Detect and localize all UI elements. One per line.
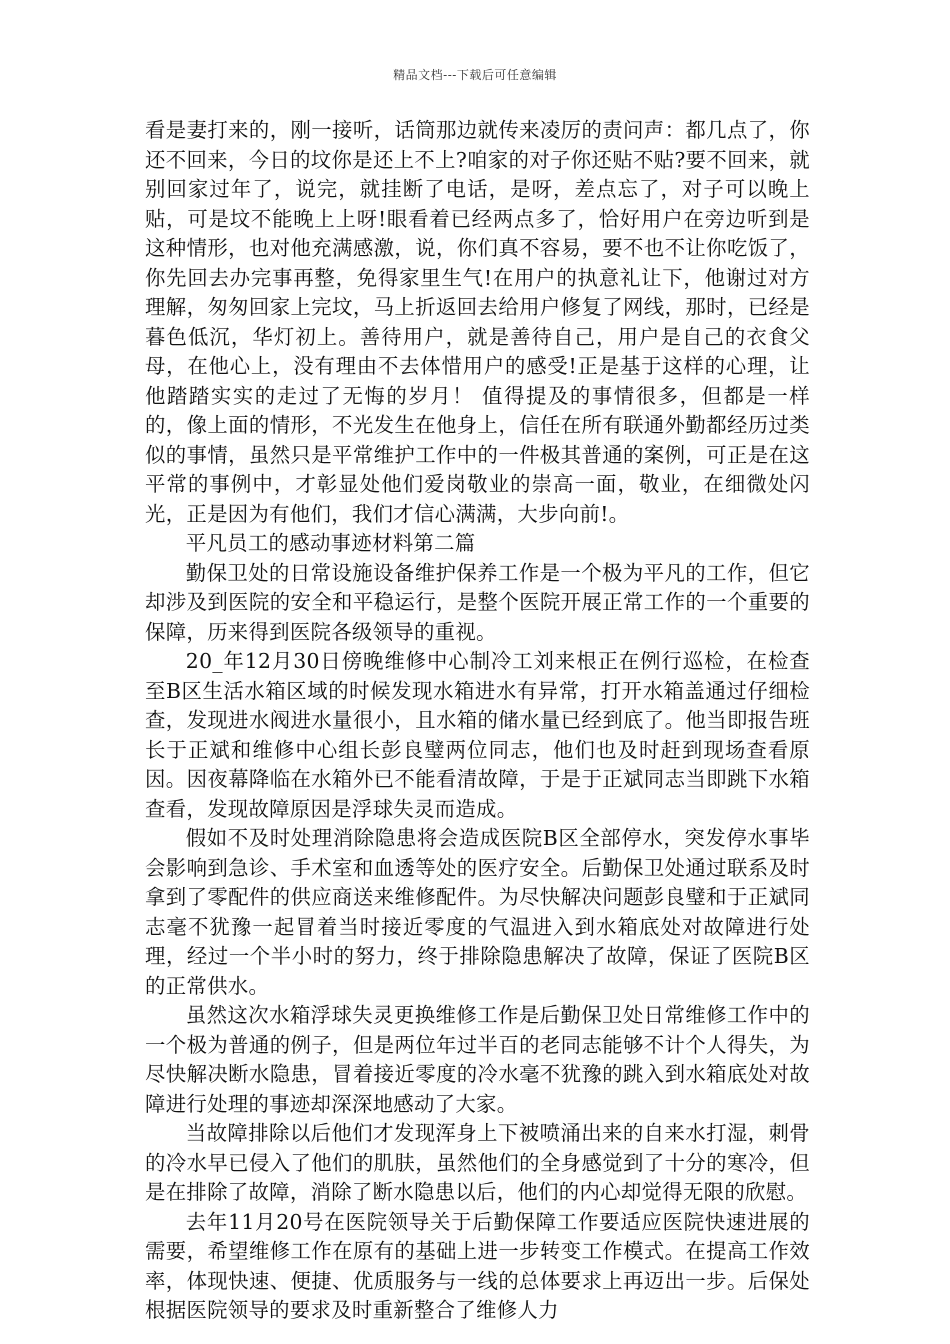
- section-title: 平凡员工的感动事迹材料第二篇: [185, 531, 476, 555]
- page-header: 精品文档---下载后可任意编辑: [393, 68, 557, 82]
- paragraph-7: 去年11月20号在医院领导关于后勤保障工作要适应医院快速进展的需要，希望维修工作在原有的基础上进一步转变工作模式。在提高工作效率，体现快速、便捷、优质服务与一线的总体要求上再迈出一步。后保处根据医院领导的要求及时重新整合了维修人力: [145, 1209, 810, 1322]
- paragraph-3: 20_年12月30日傍晚维修中心制冷工刘来根正在例行巡检，在检查至B区生活水箱区域的时候发现水箱进水有异常，打开水箱盖通过仔细检查，发现进水阀进水量很小，且水箱的储水量已经到底了。他当即报告班长于正斌和维修中心组长彭良璧两位同志，他们也及时赶到现场查看原因。因夜幕降临在水箱外已不能看清故障，于是于正斌同志当即跳下水箱查看，发现故障原因是浮球失灵而造成。: [145, 649, 810, 821]
- document-body: [145, 116, 810, 1326]
- paragraph-6: 当故障排除以后他们才发现浑身上下被喷涌出来的自来水打湿，刺骨的冷水早已侵入了他们的肌肤，虽然他们的全身感觉到了十分的寒冷，但是在排除了故障，消除了断水隐患以后，他们的内心却觉得无限的欣慰。: [145, 1121, 810, 1204]
- paragraph-1: 看是妻打来的，刚一接听，话筒那边就传来凌厉的责问声：都几点了，你还不回来，今日的坟你是还上不上?咱家的对子你还贴不贴?要不回来，就别回家过年了，说完，就挂断了电话，是呀，差点忘了，对子可以晚上贴，可是坟不能晚上上呀!眼看着已经两点多了，恰好用户在旁边听到是这种情形，也对他充满感激，说，你们真不容易，要不也不让你吃饭了，你先回去办完事再整，免得家里生气!在用户的执意礼让下，他谢过对方理解，匆匆回家上完坟，马上折返回去给用户修复了网线，那时，已经是暮色低沉，华灯初上。善待用户，就是善待自己，用户是自己的衣食父母，在他心上，没有理由不去体惜用户的感受!正是基于这样的心理，让他踏踏实实的走过了无悔的岁月！ 值得提及的事情很多，但都是一样的，像上面的情形，不光发生在他身上，信任在所有联通外勤都经历过类似的事情，虽然只是平常维护工作中的一件极其普通的案例，可正是在这平常的事例中，才彰显处他们爱岗敬业的崇高一面，敬业，在细微处闪光，正是因为有他们，我们才信心满满，大步向前!。: [145, 118, 810, 526]
- paragraph-4: 假如不及时处理消除隐患将会造成医院B区全部停水，突发停水事毕会影响到急诊、手术室和血透等处的医疗安全。后勤保卫处通过联系及时拿到了零配件的供应商送来维修配件。为尽快解决问题彭良璧和于正斌同志毫不犹豫一起冒着当时接近零度的气温进入到水箱底处对故障进行处理，经过一个半小时的努力，终于排除隐患解决了故障，保证了医院B区的正常供水。: [145, 826, 810, 998]
- paragraph-5: 虽然这次水箱浮球失灵更换维修工作是后勤保卫处日常维修工作中的一个极为普通的例子，但是两位年过半百的老同志能够不计个人得失，为尽快解决断水隐患，冒着接近零度的冷水毫不犹豫的跳入到水箱底处对故障进行处理的事迹却深深地感动了大家。: [145, 1003, 810, 1116]
- paragraph-2: 勤保卫处的日常设施设备维护保养工作是一个极为平凡的工作，但它却涉及到医院的安全和平稳运行，是整个医院开展正常工作的一个重要的保障，历来得到医院各级领导的重视。: [145, 560, 810, 644]
